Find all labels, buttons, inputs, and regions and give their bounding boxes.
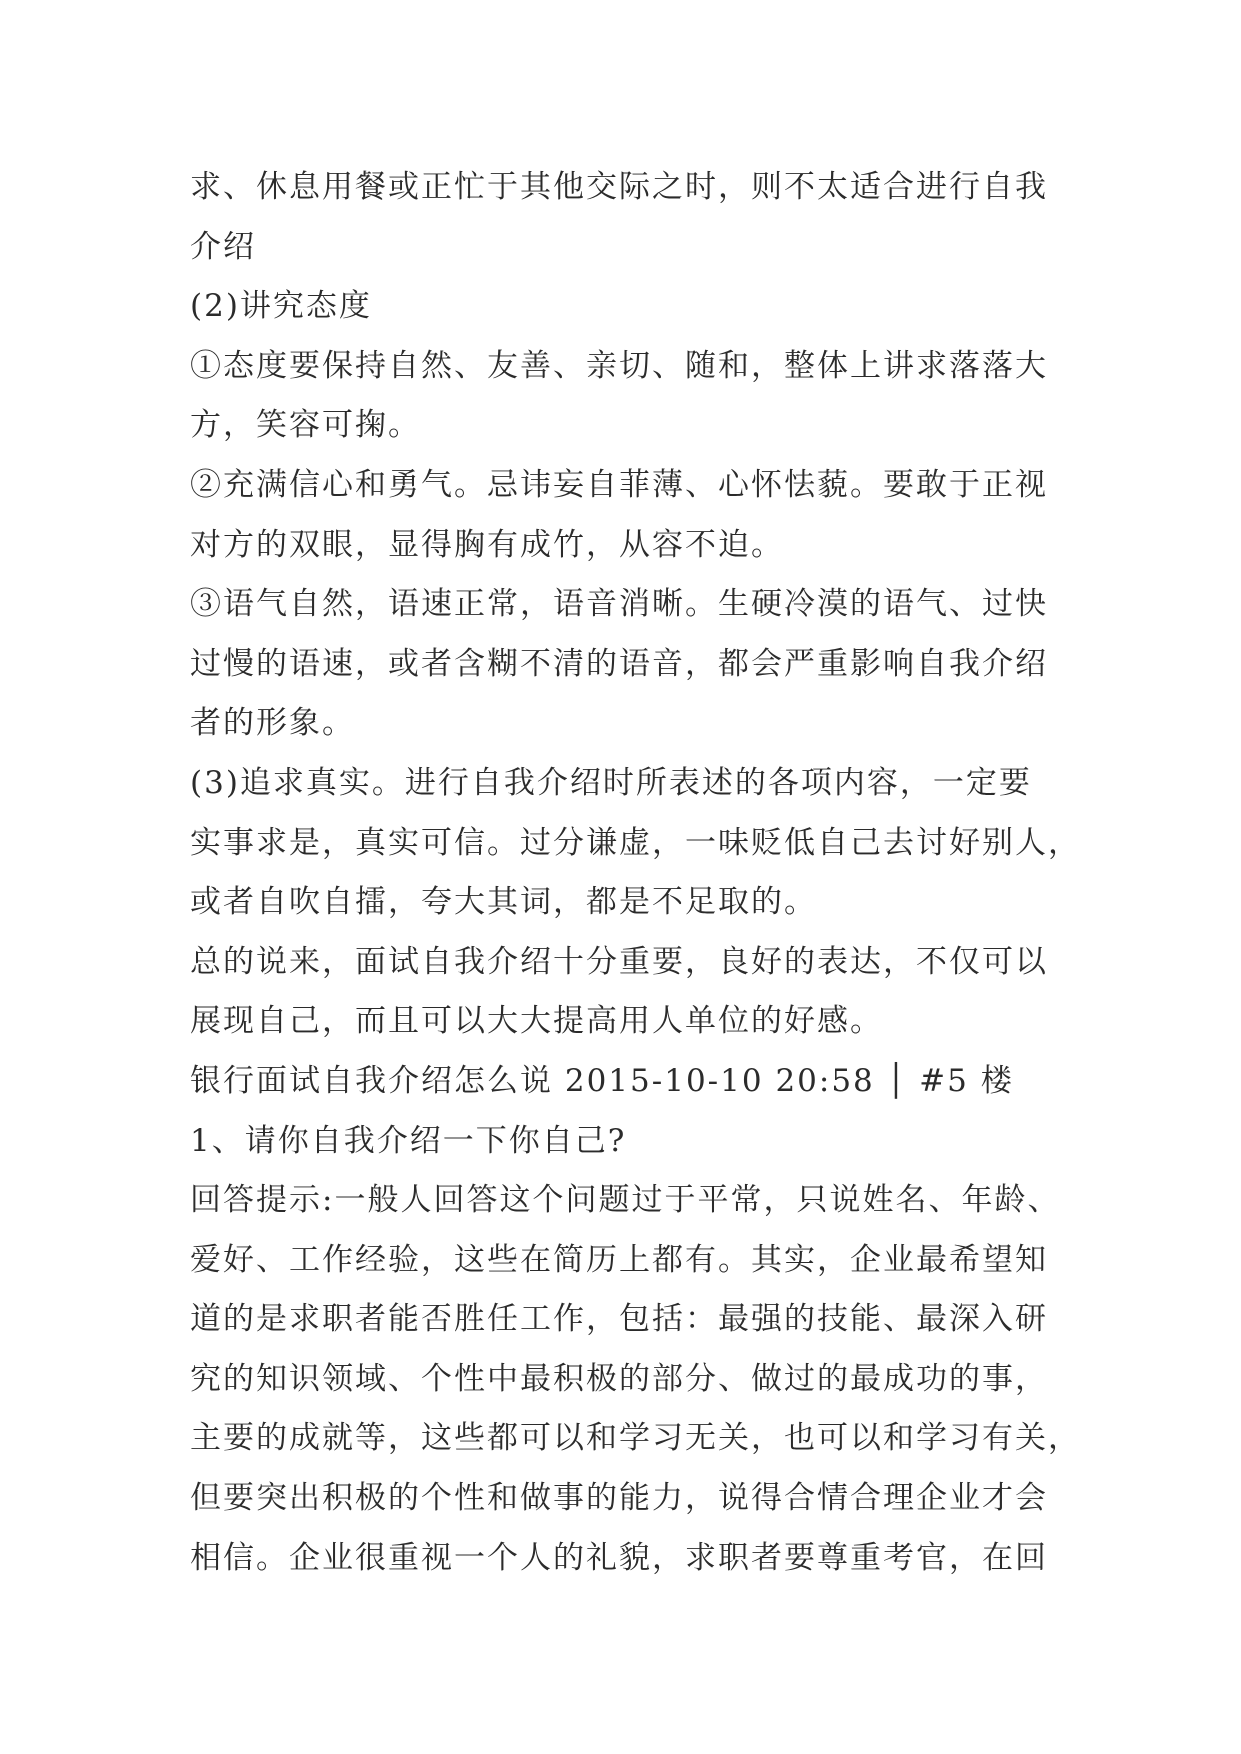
text-line: 展现自己，而且可以大大提高用人单位的好感。 <box>190 1003 883 1040</box>
section-heading: (2)讲究态度 <box>190 288 372 325</box>
text-line: 方，笑容可掬。 <box>190 407 421 444</box>
text-line: 对方的双眼，显得胸有成竹，从容不迫。 <box>190 526 784 563</box>
text-line: 爱好、工作经验，这些在简历上都有。其实，企业最希望知 <box>190 1241 1048 1278</box>
text-line: 者的形象。 <box>190 705 355 742</box>
section-heading: (3)追求真实。进行自我介绍时所表述的各项内容，一定要 <box>190 764 1032 801</box>
text-line: 相信。企业很重视一个人的礼貌，求职者要尊重考官，在回 <box>190 1539 1048 1576</box>
text-line: 回答提示:一般人回答这个问题过于平常，只说姓名、年龄、 <box>190 1182 1061 1219</box>
text-line: ②充满信心和勇气。忌讳妄自菲薄、心怀怯藐。要敢于正视 <box>190 466 1048 503</box>
text-line: 但要突出积极的个性和做事的能力，说得合情合理企业才会 <box>190 1480 1048 1517</box>
text-line: 总的说来，面试自我介绍十分重要，良好的表达，不仅可以 <box>190 943 1048 980</box>
text-line: ①态度要保持自然、友善、亲切、随和，整体上讲求落落大 <box>190 347 1048 384</box>
question-line: 1、请你自我介绍一下你自己? <box>190 1122 627 1159</box>
post-header: 银行面试自我介绍怎么说 2015-10-10 20:58 │ #5 楼 <box>190 1062 1014 1099</box>
text-line: 主要的成就等，这些都可以和学习无关，也可以和学习有关， <box>190 1420 1081 1457</box>
text-line: ③语气自然，语速正常，语音消晰。生硬冷漠的语气、过快 <box>190 586 1048 623</box>
text-line: 究的知识领域、个性中最积极的部分、做过的最成功的事， <box>190 1360 1048 1397</box>
text-line: 实事求是，真实可信。过分谦虚，一味贬低自己去讨好别人， <box>190 824 1081 861</box>
document-body <box>190 158 1081 1588</box>
text-line: 或者自吹自擂，夸大其词，都是不足取的。 <box>190 884 817 921</box>
text-line: 过慢的语速，或者含糊不清的语音，都会严重影响自我介绍 <box>190 645 1048 682</box>
text-line: 求、休息用餐或正忙于其他交际之时，则不太适合进行自我 <box>190 169 1048 205</box>
text-line: 道的是求职者能否胜任工作，包括：最强的技能、最深入研 <box>190 1301 1048 1338</box>
text-line: 介绍 <box>190 228 256 265</box>
